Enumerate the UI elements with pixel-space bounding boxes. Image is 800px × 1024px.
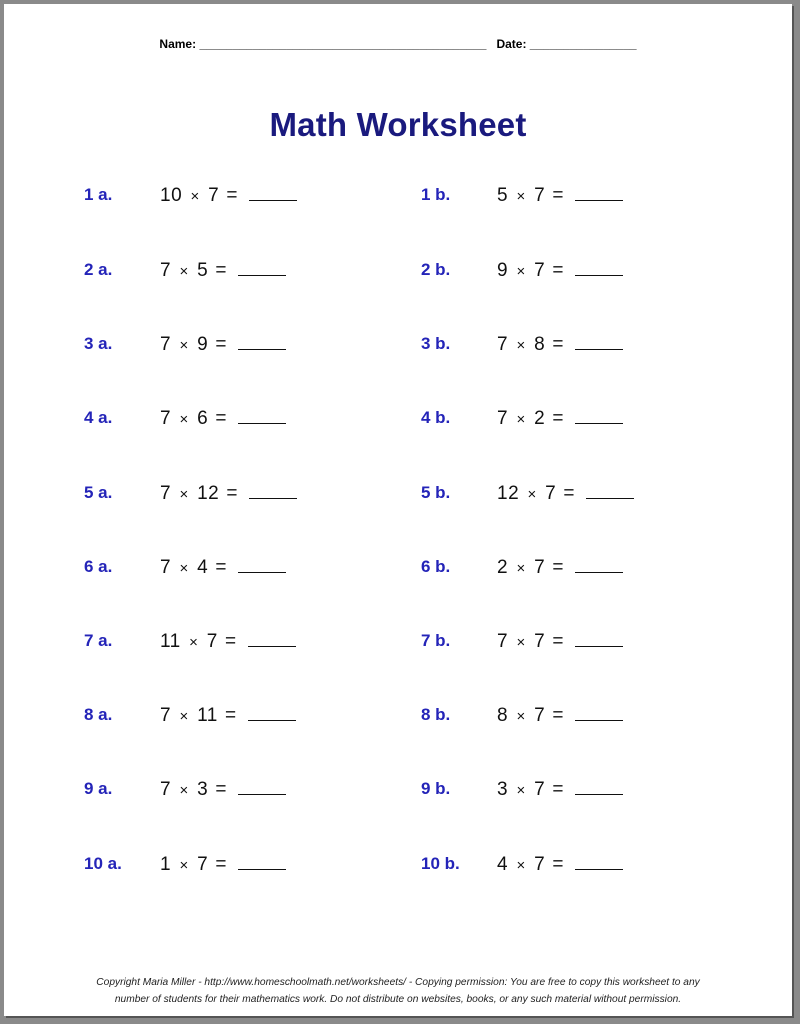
worksheet-page — [4, 4, 792, 1016]
problem-label: 9 b. — [421, 779, 451, 798]
problem-expression — [160, 705, 296, 727]
times-sign: × — [516, 560, 526, 577]
problem-expression — [160, 631, 296, 653]
problem-label: 9 a. — [84, 779, 113, 798]
answer-blank[interactable] — [238, 780, 286, 795]
operand-b: 6 — [197, 408, 209, 429]
problem-expression — [497, 779, 623, 801]
answer-blank[interactable] — [238, 855, 286, 870]
equals-sign: = — [563, 483, 576, 504]
operand-a: 7 — [160, 557, 172, 578]
problem-expression — [497, 854, 623, 876]
answer-blank[interactable] — [575, 261, 623, 276]
equals-sign: = — [552, 260, 564, 281]
times-sign: × — [516, 337, 526, 354]
name-label: Name: — [159, 37, 197, 51]
problem-label: 1 a. — [84, 185, 113, 204]
answer-blank[interactable] — [238, 409, 286, 424]
operand-a: 3 — [497, 779, 509, 800]
answer-blank[interactable] — [575, 186, 623, 201]
equals-sign: = — [225, 705, 237, 726]
times-sign: × — [516, 411, 526, 428]
problem-expression — [497, 185, 623, 207]
operand-b: 9 — [197, 334, 209, 355]
problem-label: 8 a. — [84, 705, 113, 724]
operand-b: 7 — [197, 854, 209, 875]
times-sign: × — [179, 486, 189, 503]
operand-b: 3 — [197, 779, 209, 800]
equals-sign: = — [215, 854, 227, 875]
times-sign: × — [189, 634, 199, 651]
answer-blank[interactable] — [575, 558, 623, 573]
problem-label: 10 a. — [84, 854, 122, 873]
problem-label: 3 a. — [84, 334, 113, 353]
operand-b: 7 — [534, 631, 546, 652]
footer-line-2: number of students for their mathematics work. Do not distribute on websites, books, or any such material without permission. — [114, 994, 682, 1005]
operand-a: 7 — [160, 779, 172, 800]
times-sign: × — [516, 857, 526, 874]
times-sign: × — [527, 486, 537, 503]
answer-blank[interactable] — [575, 409, 623, 424]
page-title: Math Worksheet — [269, 106, 527, 143]
answer-blank[interactable] — [575, 632, 623, 647]
operand-a: 7 — [160, 334, 172, 355]
problem-expression — [160, 557, 286, 579]
problem-label: 5 a. — [84, 483, 113, 502]
equals-sign: = — [552, 705, 564, 726]
problem-label: 10 b. — [421, 854, 460, 873]
operand-b: 12 — [197, 483, 220, 504]
answer-blank[interactable] — [575, 855, 623, 870]
operand-b: 7 — [206, 631, 218, 652]
operand-a: 5 — [497, 185, 509, 206]
equals-sign: = — [552, 557, 564, 578]
equals-sign: = — [552, 334, 564, 355]
answer-blank[interactable] — [248, 632, 296, 647]
equals-sign: = — [552, 779, 564, 800]
times-sign: × — [516, 188, 526, 205]
equals-sign: = — [552, 185, 564, 206]
operand-a: 7 — [497, 334, 509, 355]
operand-a: 1 — [160, 854, 172, 875]
problem-label: 2 b. — [421, 260, 451, 279]
operand-b: 4 — [197, 557, 209, 578]
operand-a: 7 — [160, 705, 172, 726]
problem-expression — [497, 557, 623, 579]
operand-a: 11 — [160, 631, 181, 652]
problem-expression — [497, 334, 623, 356]
problem-expression — [160, 334, 286, 356]
times-sign: × — [179, 411, 189, 428]
equals-sign: = — [552, 408, 564, 429]
operand-b: 2 — [534, 408, 546, 429]
operand-a: 8 — [497, 705, 509, 726]
answer-blank[interactable] — [238, 558, 286, 573]
problem-label: 3 b. — [421, 334, 451, 353]
equals-sign: = — [215, 779, 227, 800]
answer-blank[interactable] — [575, 335, 623, 350]
operand-b: 5 — [197, 260, 209, 281]
times-sign: × — [179, 560, 189, 577]
answer-blank[interactable] — [238, 261, 286, 276]
problem-expression — [497, 705, 623, 727]
problem-label: 5 b. — [421, 483, 451, 502]
answer-blank[interactable] — [249, 186, 297, 201]
answer-blank[interactable] — [575, 706, 623, 721]
operand-b: 7 — [208, 185, 220, 206]
date-blank: ________________ — [529, 37, 637, 51]
problem-label: 4 a. — [84, 408, 113, 427]
equals-sign: = — [215, 408, 227, 429]
operand-b: 7 — [534, 705, 546, 726]
operand-a: 9 — [497, 260, 509, 281]
operand-a: 7 — [160, 408, 172, 429]
answer-blank[interactable] — [586, 484, 634, 499]
equals-sign: = — [215, 557, 227, 578]
times-sign: × — [516, 634, 526, 651]
operand-a: 7 — [160, 260, 172, 281]
problem-expression — [497, 260, 623, 282]
header-fields — [4, 37, 792, 51]
operand-a: 2 — [497, 557, 509, 578]
problem-label: 4 b. — [421, 408, 451, 427]
problem-expression — [160, 260, 286, 282]
times-sign: × — [516, 782, 526, 799]
problem-expression — [160, 483, 297, 505]
problem-expression — [160, 779, 286, 801]
times-sign: × — [179, 337, 189, 354]
equals-sign: = — [552, 854, 564, 875]
operand-b: 7 — [534, 557, 546, 578]
date-label: Date: — [496, 37, 527, 51]
problem-expression — [160, 854, 286, 876]
problem-label: 6 a. — [84, 557, 113, 576]
operand-b: 11 — [197, 705, 218, 726]
operand-b: 7 — [545, 483, 557, 504]
operand-a: 4 — [497, 854, 509, 875]
operand-b: 8 — [534, 334, 546, 355]
problem-label: 7 a. — [84, 631, 113, 650]
answer-blank[interactable] — [248, 706, 296, 721]
answer-blank[interactable] — [249, 484, 297, 499]
times-sign: × — [179, 857, 189, 874]
problem-expression — [497, 483, 634, 505]
problem-expression — [497, 631, 623, 653]
equals-sign: = — [552, 631, 564, 652]
operand-a: 7 — [160, 483, 172, 504]
times-sign: × — [179, 263, 189, 280]
operand-b: 7 — [534, 260, 546, 281]
problem-label: 8 b. — [421, 705, 451, 724]
times-sign: × — [179, 782, 189, 799]
problem-label: 7 b. — [421, 631, 451, 650]
problem-label: 1 b. — [421, 185, 451, 204]
times-sign: × — [516, 263, 526, 280]
operand-b: 7 — [534, 854, 546, 875]
answer-blank[interactable] — [575, 780, 623, 795]
equals-sign: = — [226, 185, 239, 206]
times-sign: × — [516, 708, 526, 725]
problem-expression — [160, 185, 297, 207]
equals-sign: = — [215, 260, 227, 281]
footer-line-1: Copyright Maria Miller - http://www.homeschoolmath.net/worksheets/ - Copying permission: You are free to copy this worksheet to any — [96, 977, 700, 988]
problem-label: 2 a. — [84, 260, 113, 279]
operand-a: 7 — [497, 631, 509, 652]
copyright-footer — [4, 974, 792, 1008]
operand-a: 7 — [497, 408, 509, 429]
name-blank: ___________________________________________ — [199, 37, 487, 51]
answer-blank[interactable] — [238, 335, 286, 350]
operand-b: 7 — [534, 779, 546, 800]
operand-b: 7 — [534, 185, 546, 206]
equals-sign: = — [226, 483, 239, 504]
equals-sign: = — [215, 334, 227, 355]
times-sign: × — [190, 188, 200, 205]
problem-label: 6 b. — [421, 557, 451, 576]
operand-a: 12 — [497, 483, 520, 504]
operand-a: 10 — [160, 185, 183, 206]
times-sign: × — [179, 708, 189, 725]
equals-sign: = — [225, 631, 237, 652]
problem-expression — [497, 408, 623, 430]
problem-expression — [160, 408, 286, 430]
